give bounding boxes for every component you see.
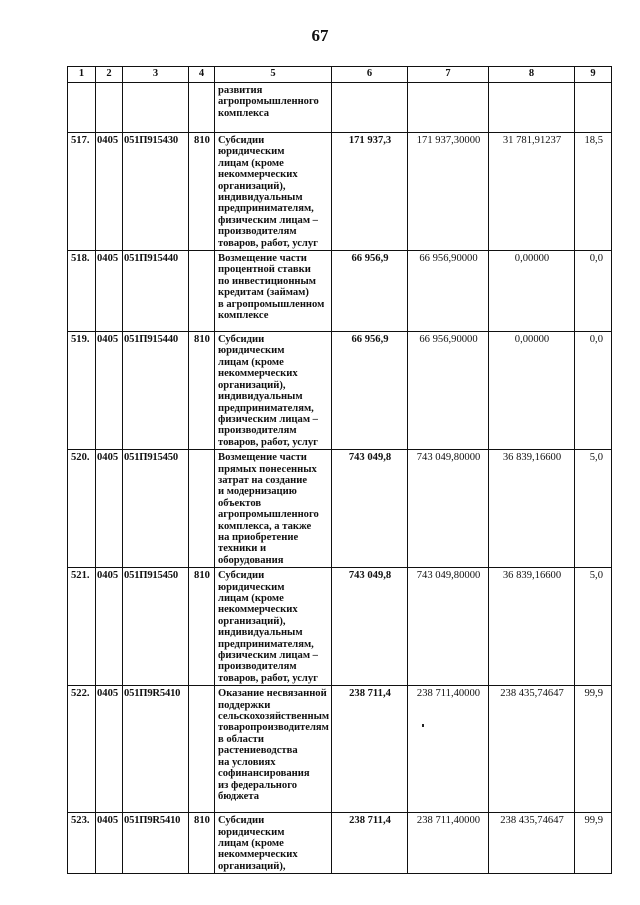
- approved-amount: 66 956,9: [332, 251, 408, 332]
- section-code: 0405: [96, 813, 123, 874]
- execution-percent: 0,0: [575, 332, 612, 450]
- execution-percent: 99,9: [575, 686, 612, 813]
- header-cell: 3: [123, 67, 189, 83]
- executed-amount: 36 839,16600: [489, 450, 575, 568]
- target-code: [123, 83, 189, 133]
- expense-type: 810: [189, 813, 215, 874]
- approved-amount: 743 049,8: [332, 568, 408, 686]
- table-row: [68, 251, 612, 332]
- header-cell: 7: [408, 67, 489, 83]
- executed-amount: [489, 83, 575, 133]
- target-code: 051П915450: [123, 450, 189, 568]
- table-row: [68, 813, 612, 874]
- row-description: Возмещение части прямых понесенных затрат на создание и модернизацию объектов агропромышленного комплекса, а также на приобретение техники и оборудования: [215, 450, 332, 568]
- expense-type: 810: [189, 568, 215, 686]
- section-code: 0405: [96, 332, 123, 450]
- target-code: 051П915430: [123, 133, 189, 251]
- row-description: Возмещение части процентной ставки по инвестиционным кредитам (займам) в агропромышленном комплексе: [215, 251, 332, 332]
- budget-amount: 238 711,40000: [408, 813, 489, 874]
- approved-amount: 238 711,4: [332, 686, 408, 813]
- execution-percent: [575, 83, 612, 133]
- expense-type: 810: [189, 332, 215, 450]
- execution-percent: 99,9: [575, 813, 612, 874]
- executed-amount: 31 781,91237: [489, 133, 575, 251]
- execution-percent: 5,0: [575, 568, 612, 686]
- section-code: [96, 83, 123, 133]
- page-number: 67: [311, 26, 329, 45]
- approved-amount: 66 956,9: [332, 332, 408, 450]
- section-code: 0405: [96, 251, 123, 332]
- table-row: [68, 133, 612, 251]
- budget-amount: 743 049,80000: [408, 450, 489, 568]
- target-code: 051П9R5410: [123, 813, 189, 874]
- header-cell: 5: [215, 67, 332, 83]
- header-cell: 1: [68, 67, 96, 83]
- approved-amount: 171 937,3: [332, 133, 408, 251]
- row-description: развития агропромышленного комплекса: [215, 83, 332, 133]
- executed-amount: 36 839,16600: [489, 568, 575, 686]
- section-code: 0405: [96, 450, 123, 568]
- execution-percent: 0,0: [575, 251, 612, 332]
- table-row: [68, 450, 612, 568]
- expense-type: [189, 450, 215, 568]
- expense-type: [189, 83, 215, 133]
- row-description: Субсидии юридическим лицам (кроме некоммерческих организаций), индивидуальным предпринимателям, физическим лицам – производителям товаров, работ, услуг: [215, 133, 332, 251]
- approved-amount: 238 711,4: [332, 813, 408, 874]
- row-number: 518.: [68, 251, 96, 332]
- expense-type: 810: [189, 133, 215, 251]
- table-row: [68, 332, 612, 450]
- executed-amount: 0,00000: [489, 332, 575, 450]
- execution-percent: 18,5: [575, 133, 612, 251]
- header-cell: 2: [96, 67, 123, 83]
- row-number: 519.: [68, 332, 96, 450]
- executed-amount: 238 435,74647: [489, 813, 575, 874]
- header-cell: 6: [332, 67, 408, 83]
- row-number: [68, 83, 96, 133]
- expense-type: [189, 251, 215, 332]
- expense-type: [189, 686, 215, 813]
- row-description: Субсидии юридическим лицам (кроме некоммерческих организаций), индивидуальным предпринимателям, физическим лицам – производителям товаров, работ, услуг: [215, 568, 332, 686]
- row-number: 523.: [68, 813, 96, 874]
- budget-amount: 238 711,40000: [408, 686, 489, 813]
- row-description: Субсидии юридическим лицам (кроме некоммерческих организаций),: [215, 813, 332, 874]
- approved-amount: 743 049,8: [332, 450, 408, 568]
- budget-amount: 171 937,30000: [408, 133, 489, 251]
- target-code: 051П915450: [123, 568, 189, 686]
- table-row: [68, 83, 612, 133]
- table-row: [68, 686, 612, 813]
- target-code: 051П915440: [123, 251, 189, 332]
- row-number: 520.: [68, 450, 96, 568]
- row-number: 522.: [68, 686, 96, 813]
- execution-percent: 5,0: [575, 450, 612, 568]
- section-code: 0405: [96, 133, 123, 251]
- header-cell: 8: [489, 67, 575, 83]
- header-cell: 9: [575, 67, 612, 83]
- section-code: 0405: [96, 686, 123, 813]
- row-description: Оказание несвязанной поддержки сельскохозяйственным товаропроизводителям в области растениеводства на условиях софинансирования из федерального бюджета: [215, 686, 332, 813]
- row-number: 521.: [68, 568, 96, 686]
- approved-amount: [332, 83, 408, 133]
- budget-table: [67, 66, 612, 874]
- target-code: 051П915440: [123, 332, 189, 450]
- target-code: 051П9R5410: [123, 686, 189, 813]
- budget-amount: 66 956,90000: [408, 251, 489, 332]
- row-description: Субсидии юридическим лицам (кроме некоммерческих организаций), индивидуальным предпринимателям, физическим лицам – производителям товаров, работ, услуг: [215, 332, 332, 450]
- scan-speck: [422, 724, 424, 727]
- budget-amount: 66 956,90000: [408, 332, 489, 450]
- header-cell: 4: [189, 67, 215, 83]
- table-row: [68, 568, 612, 686]
- table-header-row: [68, 67, 612, 83]
- section-code: 0405: [96, 568, 123, 686]
- row-number: 517.: [68, 133, 96, 251]
- budget-amount: 743 049,80000: [408, 568, 489, 686]
- budget-amount: [408, 83, 489, 133]
- executed-amount: 0,00000: [489, 251, 575, 332]
- executed-amount: 238 435,74647: [489, 686, 575, 813]
